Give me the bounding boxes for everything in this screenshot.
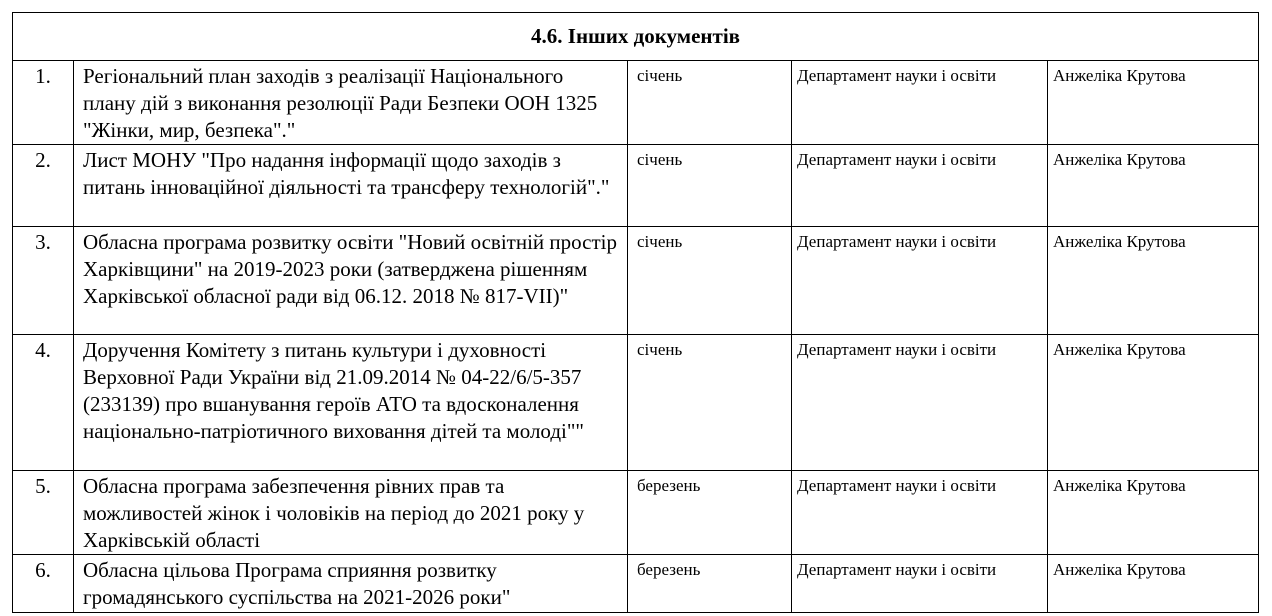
row-number: 2.	[13, 145, 74, 227]
department: Департамент науки і освіти	[792, 555, 1048, 613]
table-row	[13, 61, 1259, 145]
term: січень	[628, 61, 792, 145]
row-number: 6.	[13, 555, 74, 613]
documents-table-body	[13, 13, 1259, 613]
section-title: 4.6. Інших документів	[13, 13, 1259, 61]
row-number: 1.	[13, 61, 74, 145]
row-number: 3.	[13, 227, 74, 335]
row-number: 4.	[13, 335, 74, 471]
document-title: Обласна програма розвитку освіти "Новий освітній простір Харківщини" на 2019-2023 роки (затверджена рішенням Харківської обласної ради від 06.12. 2018 № 817-VII)"	[74, 227, 628, 335]
table-row	[13, 335, 1259, 471]
responsible-person: Анжеліка Крутова	[1048, 555, 1259, 613]
responsible-person: Анжеліка Крутова	[1048, 61, 1259, 145]
document-title: Лист МОНУ "Про надання інформації щодо заходів з питань інноваційної діяльності та трансферу технологій"."	[74, 145, 628, 227]
responsible-person: Анжеліка Крутова	[1048, 227, 1259, 335]
document-title: Обласна цільова Програма сприяння розвитку громадянського суспільства на 2021-2026 роки"	[74, 555, 628, 613]
term: січень	[628, 335, 792, 471]
table-row	[13, 471, 1259, 555]
term: березень	[628, 471, 792, 555]
table-row	[13, 145, 1259, 227]
document-title: Обласна програма забезпечення рівних прав та можливостей жінок і чоловіків на період до 2021 року у Харківській області	[74, 471, 628, 555]
department: Департамент науки і освіти	[792, 471, 1048, 555]
department: Департамент науки і освіти	[792, 227, 1048, 335]
responsible-person: Анжеліка Крутова	[1048, 145, 1259, 227]
section-header-row	[13, 13, 1259, 61]
department: Департамент науки і освіти	[792, 335, 1048, 471]
term: березень	[628, 555, 792, 613]
table-row	[13, 227, 1259, 335]
responsible-person: Анжеліка Крутова	[1048, 471, 1259, 555]
row-number: 5.	[13, 471, 74, 555]
department: Департамент науки і освіти	[792, 61, 1048, 145]
documents-table	[12, 12, 1259, 613]
department: Департамент науки і освіти	[792, 145, 1048, 227]
table-row	[13, 555, 1259, 613]
document-title: Доручення Комітету з питань культури і духовності Верховної Ради України від 21.09.2014 № 04-22/6/5-357 (233139) про вшанування героїв АТО та вдосконалення національно-патріотичного виховання дітей та молоді""	[74, 335, 628, 471]
term: січень	[628, 227, 792, 335]
document-title: Регіональний план заходів з реалізації Національного плану дій з виконання резолюції Ради Безпеки ООН 1325 "Жінки, мир, безпека"."	[74, 61, 628, 145]
term: січень	[628, 145, 792, 227]
responsible-person: Анжеліка Крутова	[1048, 335, 1259, 471]
